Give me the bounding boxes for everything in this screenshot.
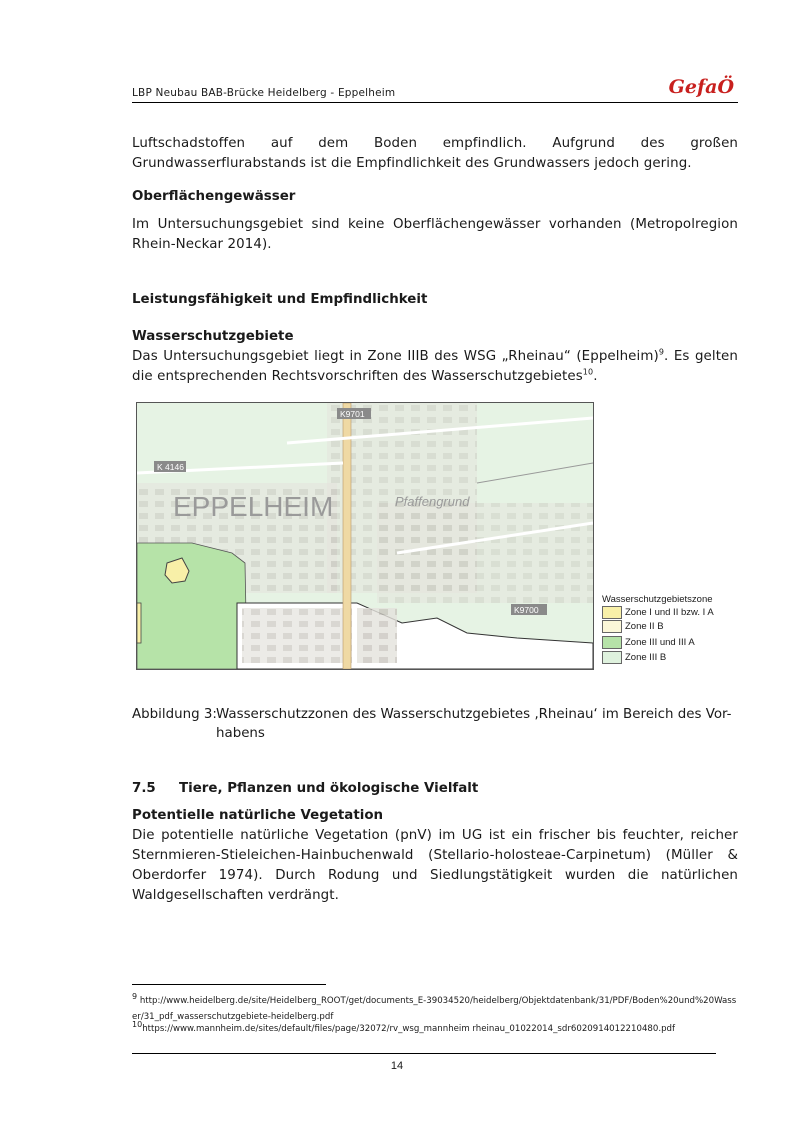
footnote-link[interactable]: http://www.heidelberg.de/site/Heidelberg_ROOT/get/documents_E-39034520/heidelberg/Objektdatenbank/31/PDF/Boden%20und%20Wasser/31_pdf_wasserschutzgebiete-heidelberg.pdf: [132, 996, 737, 1022]
figure-caption-line1: Wasserschutzzonen des Wasserschutzgebietes ‚Rheinau‘ im Bereich des Vor-: [216, 707, 732, 722]
legend-swatch-zone-iii-b: [602, 651, 622, 664]
map-label-k4146: K 4146: [157, 462, 184, 472]
paragraph-vegetation: Die potentielle natürliche Vegetation (pnV) im UG ist ein frischer bis feuchter, reicher Sternmieren-Stieleichen-Hainbuchenwald (Stellario-holosteae-Carpinetum) (Müller & Oberdorfer 1974). Durch Rodung und Siedlungstätigkeit wurden die natürlichen Waldgesellschaften verdrängt.: [132, 828, 738, 903]
map-label-k9700: K9700: [514, 605, 539, 615]
wsg-text-c: .: [593, 369, 598, 384]
footer-rule: [132, 1053, 716, 1054]
legend-label: Zone III und III A: [625, 637, 695, 648]
footnote-rule: [132, 984, 326, 985]
section-title: Tiere, Pflanzen und ökologische Vielfalt: [179, 781, 479, 796]
legend-swatch-zone-i-ii: [602, 606, 622, 619]
figure-label: Abbildung 3:: [132, 707, 217, 722]
section-number: 7.5: [132, 781, 156, 796]
paragraph-luftschadstoffe: Luftschadstoffen auf dem Boden empfindlich. Aufgrund des großen Grundwasserflurabstands ist die Empfindlichkeit des Grundwassers jedoch gering.: [132, 136, 738, 171]
legend-title: Wasserschutzgebietszone: [602, 594, 713, 605]
heading-oberflaechengewaesser: Oberflächengewässer: [132, 189, 296, 204]
footnote-ref-10[interactable]: 10: [582, 367, 594, 377]
map-legend: [602, 594, 742, 666]
heading-wasserschutzgebiete: Wasserschutzgebiete: [132, 329, 294, 344]
legend-item: [602, 636, 742, 649]
footnote-link[interactable]: https://www.mannheim.de/sites/default/files/page/32072/rv_wsg_mannheim rheinau_01022014_sdr6020914012210480.pdf: [142, 1024, 676, 1034]
footnote-number: 9: [132, 992, 138, 1002]
legend-item: [602, 651, 742, 664]
map-graphic: [137, 403, 593, 669]
header-rule: [132, 102, 738, 103]
running-header: LBP Neubau BAB-Brücke Heidelberg - Eppelheim: [132, 87, 396, 99]
legend-item: [602, 606, 742, 619]
zone-iii-iii-a-area: [137, 543, 247, 669]
autobahn-road: [343, 403, 351, 669]
gefaoe-logo: GefaÖ: [668, 76, 734, 98]
legend-item: [602, 620, 742, 633]
footnote-10: [132, 1021, 740, 1037]
legend-swatch-zone-ii-b: [602, 620, 622, 633]
paragraph-oberflaechengewaesser: Im Untersuchungsgebiet sind keine Oberflächengewässer vorhanden (Metropolregion Rhein-Neckar 2014).: [132, 217, 738, 252]
legend-label: Zone I und II bzw. I A: [625, 607, 714, 618]
page-number: 14: [390, 1060, 404, 1072]
legend-label: Zone III B: [625, 652, 667, 663]
footnote-ref-9[interactable]: 9: [658, 347, 665, 357]
figure-caption-line2: habens: [216, 726, 265, 741]
wsg-text-a: Das Untersuchungsgebiet liegt in Zone IIIB des WSG „Rheinau“ (Eppelheim): [132, 349, 659, 364]
map-label-k9701: K9701: [340, 409, 365, 419]
zone-i-ii-area-2: [137, 603, 141, 643]
footnote-number: 10: [132, 1020, 143, 1030]
legend-label: Zone II B: [625, 621, 664, 632]
legend-swatch-zone-iii: [602, 636, 622, 649]
heading-leistungsfaehigkeit: Leistungsfähigkeit und Empfindlichkeit: [132, 292, 428, 307]
map-label-eppelheim: EPPELHEIM: [173, 491, 334, 522]
wasserschutzzonen-map: [136, 402, 594, 670]
subheading-vegetation: Potentielle natürliche Vegetation: [132, 808, 384, 823]
paragraph-wasserschutzgebiete: [132, 347, 738, 387]
map-label-pfaffengrund: Pfaffengrund: [395, 494, 470, 509]
wsg-text-b: . Es gelten die entsprechenden Rechtsvorschriften des Wasserschutzgebietes: [132, 349, 738, 384]
